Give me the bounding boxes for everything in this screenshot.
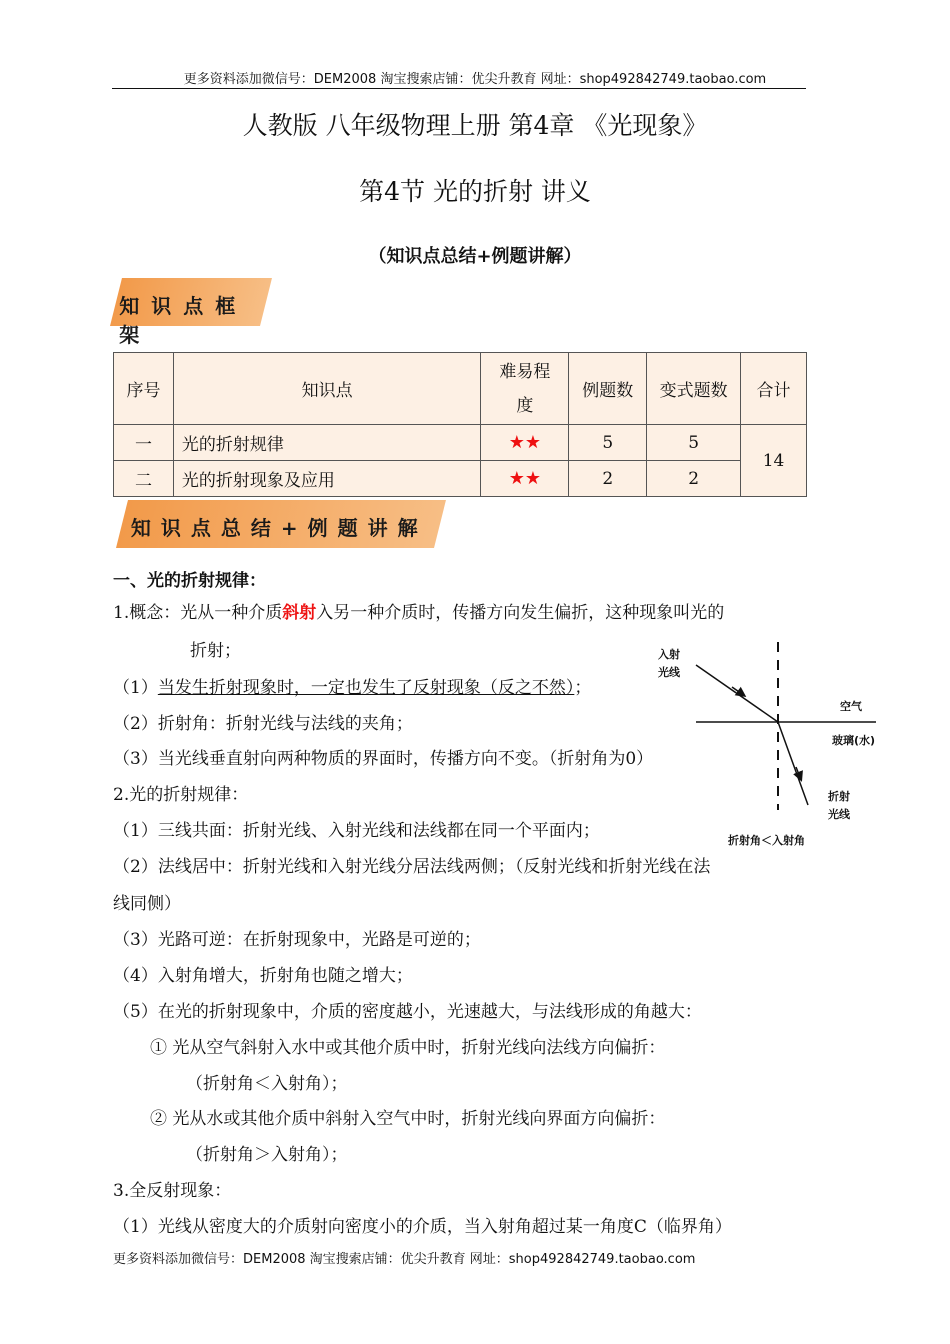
refraction-diagram (648, 640, 898, 850)
total-count: 14 (741, 425, 807, 497)
rule-line: （3）当光线垂直射向两种物质的界面时，传播方向不变。（折射角为0） (113, 749, 654, 769)
page-header: 更多资料添加微信号：DEM2008 淘宝搜索店铺：优尖升教育 网址：shop492842749.taobao.com (183, 72, 767, 87)
rule-heading: 3.全反射现象： (113, 1181, 232, 1201)
sub-rule-line-cont: （折射角＜入射角）； (186, 1074, 348, 1094)
incident-label: 入射 (658, 648, 680, 661)
variant-count: 2 (647, 461, 741, 497)
summary-banner (116, 500, 446, 548)
table-row (114, 425, 807, 461)
section-heading: 一、光的折射规律： (113, 571, 266, 591)
page-title: 人教版 八年级物理上册 第4章 《光现象》 (242, 111, 708, 140)
row-topic: 光的折射规律 (173, 425, 480, 461)
row-topic: 光的折射现象及应用 (173, 461, 480, 497)
knowledge-table (113, 352, 807, 497)
example-count: 5 (569, 425, 647, 461)
subtitle: （知识点总结+例题讲解） (368, 246, 582, 267)
concept-line (113, 598, 724, 623)
table-header-cell: 难易程度 (481, 353, 569, 425)
refracted-ray (778, 722, 808, 805)
incident-label: 光线 (658, 666, 680, 679)
text-run: ； (574, 678, 592, 698)
text-run: （1） (113, 678, 158, 698)
difficulty-stars: ★★ (481, 425, 569, 461)
incident-ray (696, 665, 778, 722)
table-row (114, 461, 807, 497)
air-label: 空气 (840, 700, 862, 713)
framework-banner (110, 278, 272, 347)
rule-line (113, 673, 591, 698)
header-divider (112, 88, 806, 89)
concept-line-cont: 折射； (190, 641, 241, 661)
rule-heading: 2.光的折射规律： (113, 785, 249, 805)
sub-rule-line-cont: （折射角＞入射角）； (186, 1145, 348, 1165)
example-count: 2 (569, 461, 647, 497)
rule-line: （2）折射角：折射光线与法线的夹角； (113, 714, 413, 734)
table-header-cell: 知识点 (173, 353, 480, 425)
variant-count: 5 (647, 425, 741, 461)
table-header-cell: 合计 (741, 353, 807, 425)
row-number: 二 (114, 461, 174, 497)
rule-line: （3）光路可逆：在折射现象中，光路是可逆的； (113, 930, 481, 950)
rule-line: （1）光线从密度大的介质射向密度小的介质，当入射角超过某一角度C（临界角） (113, 1217, 732, 1237)
table-header-row (114, 353, 807, 425)
rule-line: （2）法线居中：折射光线和入射光线分居法线两侧；（反射光线和折射光线在法 (113, 857, 711, 877)
table-header-cell: 序号 (114, 353, 174, 425)
sub-rule-line: ② 光从水或其他介质中斜射入空气中时，折射光线向界面方向偏折： (150, 1109, 666, 1129)
page-footer: 更多资料添加微信号：DEM2008 淘宝搜索店铺：优尖升教育 网址：shop492842749.taobao.com (113, 1252, 696, 1267)
rule-line: （5）在光的折射现象中，介质的密度越小，光速越大，与法线形成的角越大： (113, 1002, 702, 1022)
text-run: 1.概念：光从一种介质 (113, 603, 283, 623)
framework-banner-label: 知识点框架 (119, 294, 248, 347)
refracted-label: 光线 (828, 808, 850, 821)
table-header-cell: 变式题数 (647, 353, 741, 425)
highlight-text: 斜射 (282, 603, 317, 623)
rule-line: （4）入射角增大，折射角也随之增大； (113, 966, 413, 986)
sub-rule-line: ① 光从空气斜射入水中或其他介质中时，折射光线向法线方向偏折： (150, 1038, 666, 1058)
row-number: 一 (114, 425, 174, 461)
section-title: 第4节 光的折射 讲义 (359, 177, 591, 206)
rule-line: （1）三线共面：折射光线、入射光线和法线都在同一个平面内； (113, 821, 600, 841)
text-run: 入另一种介质时，传播方向发生偏折，这种现象叫光的 (316, 603, 725, 623)
table-header-cell: 例题数 (569, 353, 647, 425)
refracted-label: 折射 (828, 790, 850, 803)
summary-banner-label: 知识点总结+例题讲解 (130, 516, 428, 540)
underlined-text: 当发生折射现象时，一定也发生了反射现象（反之不然） (157, 678, 575, 698)
rule-line-cont: 线同侧） (113, 894, 181, 914)
angle-caption: 折射角＜入射角 (728, 834, 805, 847)
glass-label: 玻璃(水) (832, 734, 876, 747)
difficulty-stars: ★★ (481, 461, 569, 497)
